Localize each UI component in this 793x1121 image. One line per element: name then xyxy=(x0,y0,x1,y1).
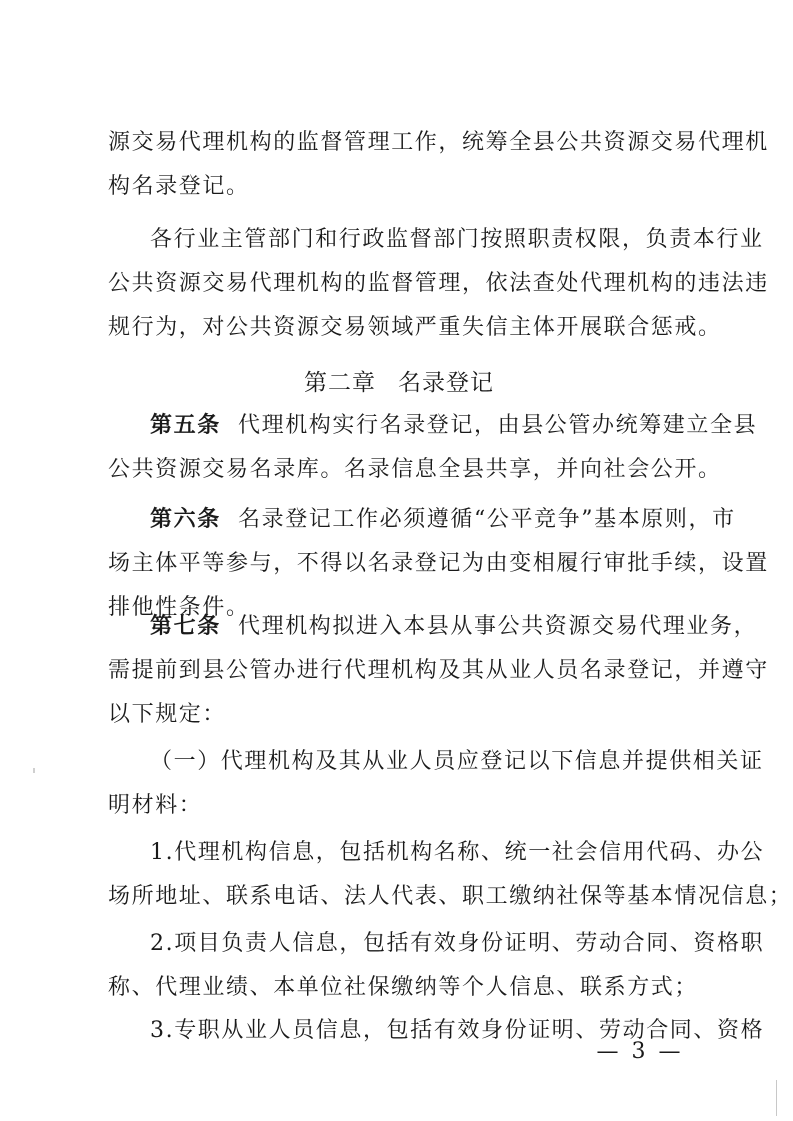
text-line: 场主体平等参与，不得以名录登记为由变相履行审批手续，设置 xyxy=(108,551,769,576)
scan-speck xyxy=(33,768,35,773)
text-line: 以下规定： xyxy=(108,702,227,727)
text-line: 构名录登记。 xyxy=(108,174,250,199)
text-line: 明材料： xyxy=(108,793,203,818)
text-line: 规行为，对公共资源交易领域严重失信主体开展联合惩戒。 xyxy=(108,315,722,340)
article-7-text: 代理机构拟进入本县从事公共资源交易代理业务， xyxy=(238,614,758,639)
text-line: 公共资源交易名录库。名录信息全县共享，并向社会公开。 xyxy=(108,457,722,482)
text-line: 3.专职从业人员信息，包括有效身份证明、劳动合同、资格 xyxy=(150,1018,765,1043)
text-line: 称、代理业绩、本单位社保缴纳等个人信息、联系方式； xyxy=(108,975,699,1000)
text-line: 源交易代理机构的监督管理工作，统筹全县公共资源交易代理机 xyxy=(108,130,769,155)
article-5-line xyxy=(150,407,758,445)
article-5-label: 第五条 xyxy=(150,413,221,438)
article-6-text: 名录登记工作必须遵循“公平竞争”基本原则，市 xyxy=(238,507,736,532)
text-line: 各行业主管部门和行政监督部门按照职责权限，负责本行业 xyxy=(150,227,764,252)
text-line: 需提前到县公管办进行代理机构及其从业人员名录登记，并遵守 xyxy=(108,658,769,683)
article-5-text: 代理机构实行名录登记，由县公管办统筹建立全县 xyxy=(238,413,758,438)
article-6-line xyxy=(150,501,736,539)
page-number: — 3 — xyxy=(596,1039,684,1064)
scan-edge-mark xyxy=(776,1080,777,1116)
chapter-heading xyxy=(108,363,690,403)
text-line: 1.代理机构信息，包括机构名称、统一社会信用代码、办公 xyxy=(150,840,765,865)
text-line: （一）代理机构及其从业人员应登记以下信息并提供相关证 xyxy=(150,749,764,774)
article-6-label: 第六条 xyxy=(150,507,221,532)
text-line: 排他性条件。 xyxy=(108,595,250,620)
text-line: 场所地址、联系电话、法人代表、职工缴纳社保等基本情况信息； xyxy=(108,884,793,909)
text-line: 公共资源交易代理机构的监督管理，依法查处代理机构的违法违 xyxy=(108,271,769,296)
article-7-label: 第七条 xyxy=(150,614,221,639)
text-line: 2.项目负责人信息，包括有效身份证明、劳动合同、资格职 xyxy=(150,931,765,956)
article-7-line xyxy=(150,608,758,646)
chapter-number: 第二章 xyxy=(304,370,376,396)
chapter-title: 名录登记 xyxy=(398,370,494,396)
